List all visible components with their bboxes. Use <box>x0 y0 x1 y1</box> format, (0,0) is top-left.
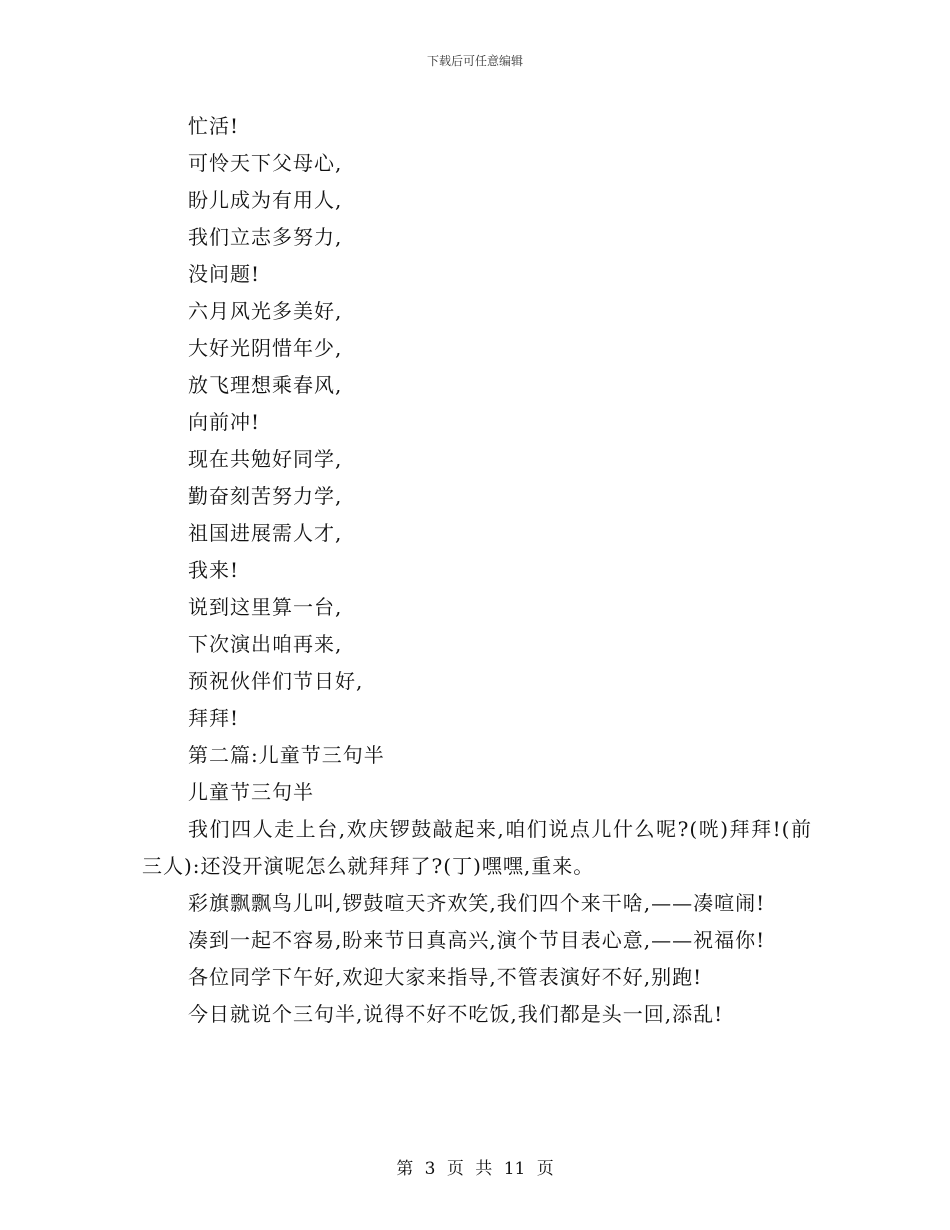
paragraph: 今日就说个三句半,说得不好不吃饭,我们都是头一回,添乱! <box>188 1002 724 1026</box>
section-title: 儿童节三句半 <box>188 780 314 804</box>
poem-line: 拜拜! <box>188 706 240 730</box>
poem-line: 大好光阴惜年少, <box>188 336 343 360</box>
page-footer: 第 3 页 共 11 页 <box>396 1159 554 1179</box>
poem-line: 没问题! <box>188 262 261 286</box>
paragraph: 我们四人走上台,欢庆锣鼓敲起来,咱们说点儿什么呢?(咣)拜拜!(前三人):还没开演呢怎么就拜拜了?(丁)嘿嘿,重来。 <box>142 817 812 878</box>
poem-line: 放飞理想乘春风, <box>188 373 343 397</box>
paragraph: 各位同学下午好,欢迎大家来指导,不管表演好不好,别跑! <box>188 965 703 989</box>
document-body <box>142 108 812 1033</box>
poem-line: 我们立志多努力, <box>188 225 343 249</box>
page-header: 下载后可任意编辑 <box>426 54 523 68</box>
poem-line: 说到这里算一台, <box>188 595 343 619</box>
poem-line: 六月风光多美好, <box>188 299 343 323</box>
poem-line: 祖国进展需人才, <box>188 521 343 545</box>
paragraph: 凑到一起不容易,盼来节日真高兴,演个节目表心意,——祝福你! <box>188 928 766 952</box>
poem-line: 向前冲! <box>188 410 261 434</box>
poem-line: 预祝伙伴们节日好, <box>188 669 364 693</box>
poem-line: 可怜天下父母心, <box>188 151 343 175</box>
poem-line: 下次演出咱再来, <box>188 632 343 656</box>
poem-line: 我来! <box>188 558 240 582</box>
paragraph: 彩旗飘飘鸟儿叫,锣鼓喧天齐欢笑,我们四个来干啥,——凑喧闹! <box>188 891 766 915</box>
poem-line: 勤奋刻苦努力学, <box>188 484 343 508</box>
poem-line: 忙活! <box>188 114 240 138</box>
poem-line: 盼儿成为有用人, <box>188 188 343 212</box>
poem-line: 现在共勉好同学, <box>188 447 343 471</box>
section-heading: 第二篇:儿童节三句半 <box>188 743 385 767</box>
